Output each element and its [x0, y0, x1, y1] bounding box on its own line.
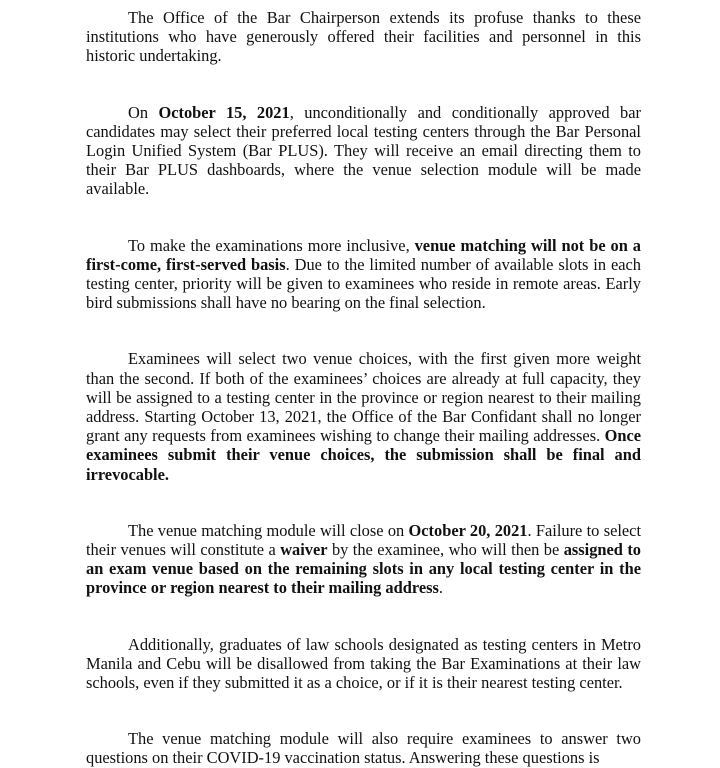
text-segment: by the examinee, who will then be	[327, 540, 564, 560]
text-segment: The venue matching module will close on	[128, 520, 409, 540]
text-segment: The venue matching module will also require examinees to answer two questions on their COVID-19 vaccination status. Answering these questions is	[86, 729, 641, 768]
text-segment: To make the examinations more inclusive,	[128, 235, 415, 255]
text-segment: On	[128, 102, 159, 122]
document-page	[86, 8, 641, 768]
text-segment: , unconditionally and conditionally approved bar candidates may select their preferred local testing centers through the Bar Personal Login Unified System (Bar PLUS). They will receive an email directing them to their Bar PLUS dashboards, where the venue selection module will be made available.	[86, 102, 641, 199]
text-segment: . Failure to select their venues will constitute a	[86, 520, 642, 560]
text-segment: . Due to the limited number of available slots in each testing center, priority will be given to examinees who reside in remote areas. Early bird submissions shall have no bearing on the final selection.	[86, 254, 641, 313]
text-segment: Examinees will select two venue choices, with the first given more weight than the second. If both of the examinees’ choices are already at full capacity, they will be assigned to a testing center in the province or region nearest to their mailing address. Starting October 13, 2021, the Office of the Bar Confidant shall no longer grant any requests from examinees wishing to change their mailing addresses.	[86, 349, 641, 446]
bold-text: assigned to an exam venue based on the remaining slots in any local testing center in the province or region nearest to their mailing address	[86, 540, 641, 598]
paragraph-covid-questions	[86, 729, 641, 767]
text-segment: Additionally, graduates of law schools designated as testing centers in Metro Manila and Cebu will be disallowed from taking the Bar Examinations at their law schools, even if they submitted it as a choice, or if it is their nearest testing center.	[86, 634, 641, 693]
paragraph-thanks	[86, 8, 641, 66]
paragraph-venue-choices	[86, 349, 641, 483]
bold-text: Once examinees submit their venue choices, the submission shall be final and irrevocable.	[86, 426, 641, 484]
text-segment: The Office of the Bar Chairperson extends its profuse thanks to these institutions who have generously offered their facilities and personnel in this historic undertaking.	[86, 8, 641, 66]
paragraph-module-close	[86, 521, 641, 598]
paragraph-venue-selection-date	[86, 103, 641, 199]
bold-date: October 20, 2021	[408, 520, 528, 540]
bold-text: venue matching will not be on a first-come, first-served basis	[86, 235, 641, 274]
bold-text: waiver	[280, 540, 328, 560]
paragraph-law-school-graduates	[86, 635, 641, 693]
text-segment: .	[438, 578, 443, 598]
paragraph-inclusivity	[86, 236, 641, 313]
bold-date: October 15, 2021	[158, 102, 290, 122]
